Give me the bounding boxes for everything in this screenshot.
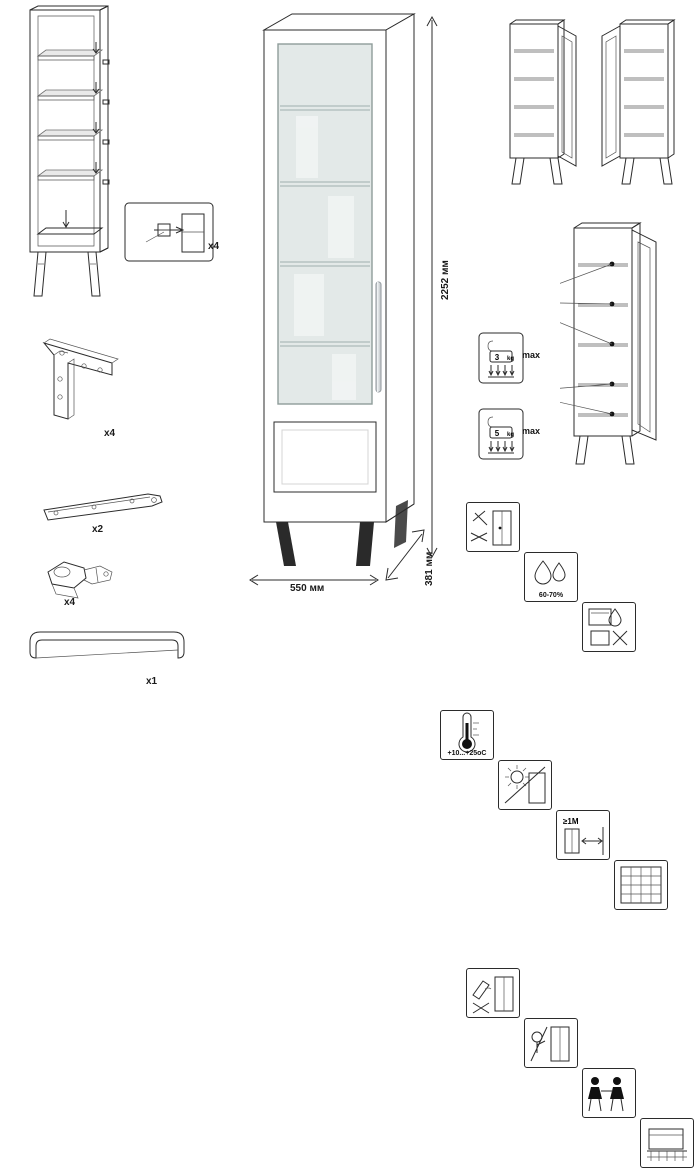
open-door-view-left xyxy=(500,16,582,194)
svg-text:≥1М: ≥1М xyxy=(563,817,579,826)
load-badge-5kg xyxy=(478,408,556,460)
min-distance-wall-icon xyxy=(556,810,610,860)
exploded-shelves-view xyxy=(8,4,128,314)
depth-dimension-label: 381 мм xyxy=(424,551,435,586)
handle-part xyxy=(22,626,202,674)
shelf-load-diagram xyxy=(560,218,684,480)
load-unit-3: kg xyxy=(507,356,515,362)
load-badge-3kg xyxy=(478,332,556,384)
load-value-3: 3 xyxy=(494,353,500,362)
corner-bracket-qty: х4 xyxy=(104,428,116,439)
height-dimension-label: 2252 мм xyxy=(440,260,451,300)
hinge-qty: х4 xyxy=(64,597,76,608)
width-dimension-label: 550 мм xyxy=(290,583,325,594)
assemble-on-soft-surface-icon xyxy=(640,1118,694,1168)
depth-dimension xyxy=(382,528,430,584)
handle-qty: х1 xyxy=(146,676,158,687)
load-max-label-3kg: max xyxy=(522,350,541,360)
load-max-label-5kg: max xyxy=(522,426,541,436)
no-sharp-objects-icon xyxy=(466,502,520,552)
no-wet-cloth-icon xyxy=(582,602,636,652)
humidity-icon xyxy=(524,552,578,602)
shelf-pin-qty: х4 xyxy=(208,241,220,252)
hinge-part xyxy=(38,554,128,602)
temperature-icon xyxy=(440,710,494,760)
no-liquids-icon xyxy=(466,968,520,1018)
temperature-caption: +10...+25оС xyxy=(447,750,487,757)
no-leaning-icon xyxy=(524,1018,578,1068)
assembled-cabinet-front-view xyxy=(236,6,436,566)
load-unit-5: kg xyxy=(507,432,515,438)
two-persons-assembly-icon xyxy=(582,1068,636,1118)
shelf-pin-detail xyxy=(124,202,219,264)
humidity-caption: 60-70% xyxy=(538,592,564,599)
no-direct-sunlight-icon xyxy=(498,760,552,810)
avoid-heat-source-icon xyxy=(614,860,668,910)
flat-brace-qty: х2 xyxy=(92,524,104,535)
load-value-5: 5 xyxy=(494,429,500,438)
flat-brace-part xyxy=(40,488,170,526)
corner-bracket-part xyxy=(38,335,156,427)
open-door-view-right xyxy=(596,16,678,194)
